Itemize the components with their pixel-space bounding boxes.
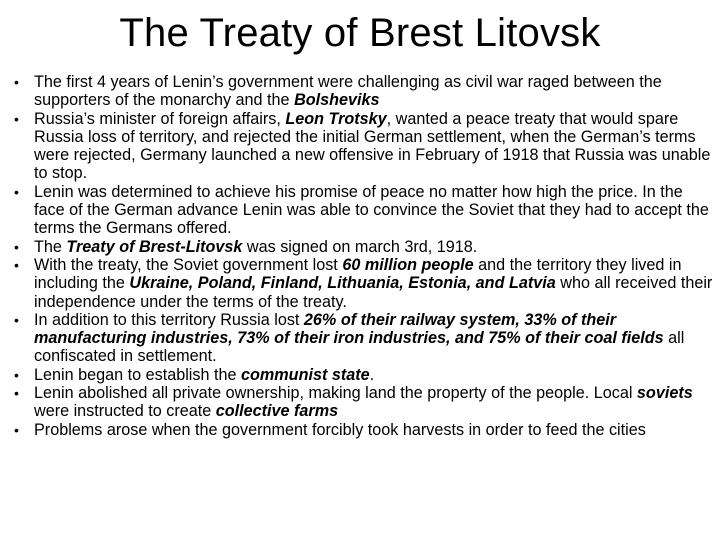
emphasis <box>129 274 555 292</box>
bullet-text <box>34 183 709 238</box>
slide-title-text: The Treaty of Brest Litovsk <box>119 11 601 55</box>
text-run: all confiscated in settlement. <box>34 329 685 366</box>
emphasized-text: Leon Trotsky <box>285 109 387 128</box>
text-run: The <box>34 237 67 256</box>
text-run: The first 4 years of Lenin’s government were challenging as civil war raged between the supporters of the monarchy and the <box>34 73 662 110</box>
emphasized-text: Bolsheviks <box>294 91 380 110</box>
bullet-point-icon: • <box>14 385 19 402</box>
bullet-point-icon: • <box>14 421 19 438</box>
text-run: and the territory they lived in including the <box>34 255 682 293</box>
text-run: Russia’s minister of foreign affairs, <box>34 109 286 128</box>
text-run: was signed on march 3rd, 1918. <box>242 237 478 256</box>
bullet-item <box>14 256 714 311</box>
text-run: , wanted a peace treaty that would spare Russia loss of territory, and rejected the initial German settlement, when the German’s terms were rejected, Germany launched a new offensive in February of 1918 that Russia was unable to stop. <box>34 109 711 183</box>
text-run: Problems arose when the government forcibly took harvests in order to feed the cities <box>34 420 646 439</box>
text-run: Lenin was determined to achieve his promise of peace no matter how high the price. In the face of the German advance Lenin was able to convince the Soviet that they had to accept the terms the Germans offered. <box>34 182 709 238</box>
bullet-text <box>34 384 693 420</box>
bullet-point-icon: • <box>14 238 19 255</box>
emphasis <box>294 91 379 109</box>
bullet-text <box>34 421 646 439</box>
emphasis <box>216 402 338 420</box>
bullet-text <box>34 238 477 256</box>
bullet-item <box>14 110 714 183</box>
bullet-item <box>14 384 714 421</box>
text-run: . <box>369 365 375 384</box>
bullet-text <box>34 366 374 384</box>
emphasis <box>241 366 370 384</box>
bullet-text <box>34 311 684 366</box>
slide-title <box>0 10 720 56</box>
bullet-item <box>14 73 714 110</box>
emphasis <box>637 384 693 402</box>
bullet-item <box>14 421 714 439</box>
emphasis <box>66 238 242 256</box>
emphasis <box>342 256 473 274</box>
text-run: Lenin abolished all private ownership, making land the property of the people. Local <box>34 384 637 403</box>
bullet-point-icon: • <box>14 256 19 273</box>
bullet-point-icon: • <box>14 74 19 90</box>
bullet-item <box>14 366 714 384</box>
emphasized-text: Treaty of Brest-Litovsk <box>66 237 243 256</box>
emphasized-text: 60 million people <box>342 255 474 274</box>
emphasized-text: collective farms <box>215 402 339 421</box>
bullet-item <box>14 311 714 366</box>
bullet-item <box>14 183 714 238</box>
text-run: were instructed to create <box>34 402 216 421</box>
text-run: With the treaty, the Soviet government lost <box>34 255 343 274</box>
emphasized-text: 26% of their railway system, 33% of their manufacturing industries, 73% of their iron industries, and 75% of their coal fields <box>34 310 664 348</box>
bullet-point-icon: • <box>14 311 19 328</box>
text-run: Lenin began to establish the <box>34 365 241 384</box>
bullet-point-icon: • <box>14 366 19 383</box>
emphasized-text: Ukraine, Poland, Finland, Lithuania, Estonia, and Latvia <box>129 274 556 293</box>
bullet-point-icon: • <box>14 183 19 200</box>
bullet-point-icon: • <box>14 110 19 127</box>
bullet-text <box>34 256 712 311</box>
emphasized-text: communist state <box>241 365 370 384</box>
text-run: who all received their independence under the terms of the treaty. <box>34 274 713 311</box>
bullet-item <box>14 238 714 256</box>
bullet-text <box>34 73 662 109</box>
bullet-text <box>34 110 710 183</box>
bullet-list <box>14 73 714 439</box>
text-run: In addition to this territory Russia lost <box>34 310 304 329</box>
emphasis <box>285 110 386 128</box>
emphasized-text: soviets <box>636 384 693 403</box>
